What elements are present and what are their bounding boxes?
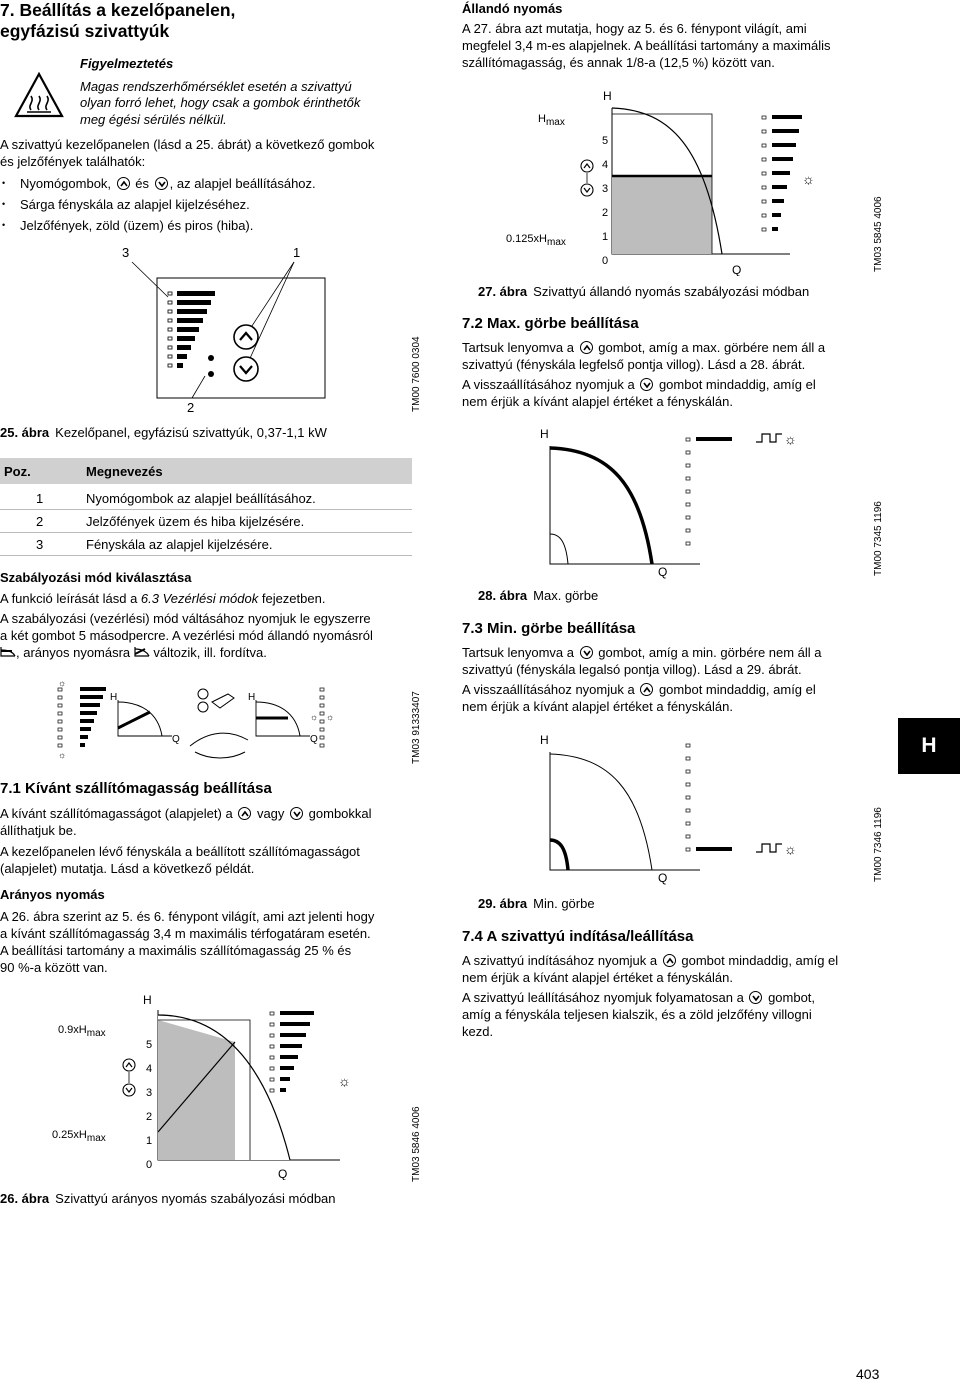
callout-1: 1 [293,245,301,260]
down-button-icon [640,378,653,391]
language-tab: H [898,718,960,774]
blink-icon: ☼ [784,841,797,857]
warning-heading: Figyelmeztetés [80,56,174,71]
up-button-icon [663,954,676,967]
up-button-icon [117,177,130,190]
svg-text:H: H [248,692,256,703]
figure-27-id: TM03 5845 4006 [873,196,884,272]
proportional-pressure-icon [134,646,150,658]
down-button-icon [580,646,593,659]
control-mode-heading: Szabályozási mód kiválasztása [0,570,192,585]
section-7-2: 7.2 Max. görbe beállítása Tartsuk lenyomva a gombot, amíg a max. görbére nem áll a szivattyú (fényskála legfelső pontja villog). Lásd a 28. ábrát. A visszaállításához nyomjuk a gombot mindaddig, amíg el nem érjük a kívánt alapjel értéket a fényskálán. [462,315,882,410]
svg-text:0: 0 [146,1159,153,1171]
svg-text:2: 2 [146,1111,153,1123]
blink-icon: ☼ [784,431,797,447]
blink-icon: ☼ [310,712,319,722]
down-button-icon [155,177,168,190]
section-title [0,0,235,42]
list-item: • Sárga fényskála az alapjel kijelzéséhez. [0,194,316,215]
svg-text:4: 4 [146,1063,153,1075]
proportional-heading: Arányos nyomás [0,887,105,902]
svg-text:Q: Q [172,734,180,745]
down-button[interactable] [234,357,258,381]
warning-line: Magas rendszerhőmérséklet esetén a szivattyú [80,78,352,94]
button-list [0,173,316,236]
position-table [0,458,412,556]
svg-text:3: 3 [602,183,609,195]
light-scale [270,1011,314,1092]
max-curve [550,448,652,564]
svg-text:5: 5 [146,1039,153,1051]
svg-text:Q: Q [278,1167,288,1180]
blink-pulse-icon [756,844,782,852]
svg-text:H: H [540,427,549,441]
constant-pressure-icon [0,646,16,658]
down-button-icon [123,1084,135,1096]
run-indicator-light [208,355,214,361]
section-7-3: 7.3 Min. görbe beállítása Tartsuk lenyomva a gombot, amíg a min. görbére nem áll a szivattyú (fényskála legalsó pontja villog). Lásd a 29. ábrát. A visszaállításához nyomjuk a gombot mindaddig, amíg el nem érjük a kívánt alapjel értéket a fényskálán. [462,620,882,715]
figure-26-id: TM03 5846 4006 [411,1106,422,1182]
up-button-icon [581,160,593,172]
blink-pulse-icon [756,434,782,442]
fault-indicator-light [208,371,214,377]
mode-switch-figure [50,680,410,760]
figure-25 [0,240,440,440]
light-scale [58,687,106,747]
warning-box [80,56,360,128]
figure-28 [530,424,870,584]
figure-26 [40,990,410,1180]
intro-paragraph: A szivattyú kezelőpanelen (lásd a 25. ábrát) a következő gombok és jelzőfények találhatók: [0,137,375,169]
blink-icon: ☼ [326,712,335,722]
svg-text:0.25xHmax: 0.25xHmax [52,1129,106,1144]
blink-icon: ☼ [58,750,67,760]
down-button-icon [749,991,762,1004]
figure-25-id: TM00 7600 0304 [411,336,422,412]
figure-29-caption: 29. ábra Min. görbe [478,896,595,911]
constant-pressure-heading: Állandó nyomás [462,1,563,16]
section-7-1: 7.1 Kívánt szállítómagasság beállítása A kívánt szállítómagasságot (alapjelet) a vagy gombokkal állíthatjuk be. A kezelőpanelen lévő fényskála a beállított szállítómagasságot (alapjelet) mutatja. Lásd a következő példát. Arányos nyomás A 26. ábra szerint az 5. és 6. fénypont világít, ami azt jelenti hogy a kívánt szállítómagasság 3,4 m maximális térfogatáram esetén. A beállítási tartomány a maximális szállítómagasság 25 % és 90 %-a között van. [0,780,420,976]
down-button-icon [290,807,303,820]
min-curve [550,840,568,870]
light-scale [320,688,324,747]
warning-line: olyan forró lehet, hogy csak a gombok érinthetők [80,95,361,110]
page-number: 403 [856,1366,880,1382]
svg-text:H: H [110,692,118,703]
warning-line: meg égési sérülés nélkül. [80,111,227,127]
svg-text:0.125xHmax: 0.125xHmax [506,233,566,248]
table-row: 2 Jelzőfények üzem és hiba kijelzésére. [0,510,412,533]
blink-icon: ☼ [58,680,67,688]
figure-27-caption: 27. ábra Szivattyú állandó nyomás szabályozási módban [478,284,810,299]
figure-25-caption: 25. ábra Kezelőpanel, egyfázisú szivattyúk, 0,37-1,1 kW [0,425,327,440]
mode-figure-id: TM03 91333407 [411,691,422,764]
figure-26-caption: 26. ábra Szivattyú arányos nyomás szabályozási módban [0,1191,336,1206]
min-curve-chart [530,730,870,890]
svg-text:H: H [603,89,612,103]
figure-29-id: TM00 7346 1196 [873,807,884,882]
svg-text:Q: Q [732,263,742,276]
max-curve-chart [530,424,870,584]
up-button-icon [238,807,251,820]
press-both-buttons-icon [198,689,234,712]
light-scale [762,115,802,231]
constant-pressure-section: Állandó nyomás A 27. ábra azt mutatja, hogy az 5. és 6. fénypont világít, ami megfelel 3,4 m-es alapjelnek. A beállítási tartomány a maximális szállítómagasság, és annak 1/8-a (12,5 %) között van. [462,0,882,71]
svg-text:H: H [143,993,152,1007]
list-item: • Jelzőfények, zöld (üzem) és piros (hiba). [0,215,316,236]
callout-2: 2 [187,400,195,415]
svg-text:Q: Q [658,871,668,885]
svg-text:Hmax: Hmax [538,113,565,128]
up-button-icon [580,341,593,354]
light-scale [686,437,732,545]
svg-text:Q: Q [658,565,668,579]
section-7-3-heading: 7.3 Min. görbe beállítása [462,620,636,637]
up-button-icon [123,1059,135,1071]
table-row: 1 Nyomógombok az alapjel beállításához. [0,487,412,510]
table-header: Poz. Megnevezés [0,458,412,484]
figure-28-caption: 28. ábra Max. görbe [478,588,599,603]
section-title-line2: egyfázisú szivattyúk [0,21,170,41]
svg-text:H: H [540,733,549,747]
section-title-line1: 7. Beállítás a kezelőpanelen, [0,0,236,20]
table-row: 3 Fényskála az alapjel kijelzésére. [0,533,412,556]
svg-text:3: 3 [146,1087,153,1099]
svg-text:4: 4 [602,159,609,171]
blink-icon: ☼ [338,1073,351,1089]
section-7-2-heading: 7.2 Max. görbe beállítása [462,315,639,332]
section-7-1-heading: 7.1 Kívánt szállítómagasság beállítása [0,780,272,797]
list-item: • Nyomógombok, és , az alapjel beállításához. [0,173,316,194]
control-panel-diagram [0,240,440,440]
light-scale [686,744,732,851]
control-mode-section: Szabályozási mód kiválasztása A funkció leírását lásd a 6.3 Vezérlési módok fejezetben. A szabályozási (vezérlési) mód váltásához nyomjuk le egyszerre a két gombot 5 másodpercre. A vezérlési mód állandó nyomásról , arányos nyomásra változik, ill. fordítva. [0,569,420,661]
down-button-icon [581,184,593,196]
section-7-4-heading: 7.4 A szivattyú indítása/leállítása [462,928,694,945]
svg-text:2: 2 [602,207,609,219]
section-7-4: 7.4 A szivattyú indítása/leállítása A szivattyú indításához nyomjuk a gombot mindaddig, amíg el nem érjük a kívánt alapjel értéket a fényskálán. A szivattyú leállításához nyomjuk folyamatosan a gombot, amíg a fényskála teljesen kialszik, és a zöld jelzőfény villogni kezd. [462,928,882,1040]
figure-27 [500,86,880,276]
blink-icon: ☼ [802,171,815,187]
constant-pressure-chart [500,86,880,276]
svg-text:1: 1 [602,231,609,243]
proportional-pressure-chart [40,990,410,1180]
up-button[interactable] [234,325,258,349]
svg-text:0.9xHmax: 0.9xHmax [58,1024,106,1039]
callout-3: 3 [122,245,130,260]
warning-icon [14,72,64,123]
figure-29 [530,730,870,890]
svg-text:0: 0 [602,255,609,267]
svg-text:1: 1 [146,1135,153,1147]
figure-28-id: TM00 7345 1196 [873,501,884,576]
proportional-curve [118,712,150,728]
up-button-icon [640,683,653,696]
svg-text:5: 5 [602,135,609,147]
svg-text:Q: Q [310,734,318,745]
